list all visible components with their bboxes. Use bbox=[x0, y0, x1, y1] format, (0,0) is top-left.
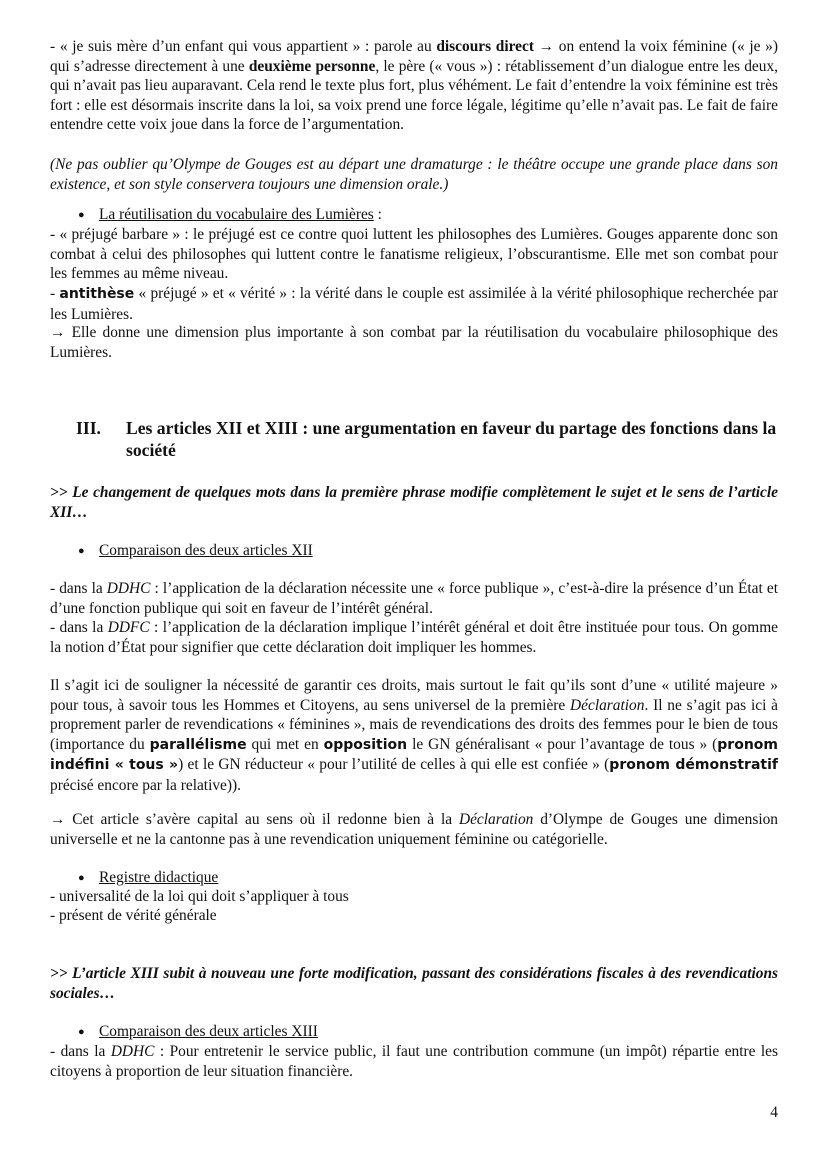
paragraph-note-italic: (Ne pas oublier qu’Olympe de Gouges est au départ une dramaturge : le théâtre occupe une grande place dans son existence, et son style conservera toujours une dimension orale.) bbox=[50, 156, 778, 193]
paragraph-conclusion-lumieres: → Elle donne une dimension plus importante à son combat par la réutilisation du vocabulaire philosophique des Lumières. bbox=[50, 324, 778, 361]
bullet-dot-icon: ● bbox=[78, 209, 85, 221]
bullet-lumieres: ● La réutilisation du vocabulaire des Lumières : bbox=[78, 205, 382, 226]
term-antithese: antithèse bbox=[59, 286, 135, 302]
page-number: 4 bbox=[770, 1104, 778, 1121]
intro-article-xiii: >> L’article XIII subit à nouveau une forte modification, passant des considérations fiscales à des revendications sociales… bbox=[50, 965, 778, 1002]
paragraph-antithese: - antithèse « préjugé » et « vérité » : la vérité dans le couple est assimilée à la vérité philosophique recherchée par les Lumières. bbox=[50, 285, 778, 323]
paragraph-direct-speech: - « je suis mère d’un enfant qui vous appartient » : parole au discours direct → on entend la voix féminine (« je ») qui s’adresse directement à une deuxième personne, le père (« vous ») : rétablissement d’un dialogue entre les deux, qui n’avait pas lieu auparavant. Cela rend le texte plus fort, plus véhément. Le fait d’entendre la voix féminine est très fort : elle est désormais inscrite dans la loi, sa voix prend une force légale, légitime qu’elle n’avait pas. Le fait de faire entendre cette voix joue dans la force de l’argumentation. bbox=[50, 38, 778, 134]
bullet-dot-icon: ● bbox=[78, 872, 85, 884]
paragraph-capital: → Cet article s’avère capital au sens où il redonne bien à la Déclaration d’Olympe de Gouges une dimension universelle et ne la cantonne pas à une revendication uniquement féminine ou catégorielle. bbox=[50, 811, 778, 848]
intro-article-xii: >> Le changement de quelques mots dans la première phrase modifie complètement le sujet et le sens de l’article XII… bbox=[50, 484, 778, 521]
section-number: III. bbox=[76, 418, 101, 438]
list-item-present-verite: - présent de vérité générale bbox=[50, 907, 217, 924]
term-deuxieme-personne: deuxième personne bbox=[248, 57, 376, 75]
section-heading-iii bbox=[76, 418, 778, 461]
bullet-comparaison-xii: ● Comparaison des deux articles XII bbox=[78, 541, 313, 562]
section-title: Les articles XII et XIII : une argumentation en faveur du partage des fonctions dans la société bbox=[126, 418, 777, 460]
paragraph-ddhc-xiii: - dans la DDHC : Pour entretenir le service public, il faut une contribution commune (un impôt) répartie entre les citoyens à proportion de leur situation financière. bbox=[50, 1043, 778, 1080]
paragraph-prejuge: - « préjugé barbare » : le préjugé est ce contre quoi luttent les philosophes des Lumières. Gouges apparente donc son combat à celui des philosophes qui luttent contre le fanatisme religieux, l’obscurantisme. Elle met son combat pour les femmes au même niveau. bbox=[50, 226, 778, 283]
paragraph-utilite-majeure: Il s’agit ici de souligner la nécessité de garantir ces droits, mais surtout le fait qu’ils sont d’une « utilité majeure » pour tous, à savoir tous les Hommes et Citoyens, au sens universel de la première Déclaration. Il ne s’agit pas ici à proprement parler de revendications « féminines », mais de revendications des droits des femmes pour le bien de tous (importance du parallélisme qui met en opposition le GN généralisant « pour l’avantage de tous » (pronom indéfini « tous ») et le GN réducteur « pour l’utilité de celles à qui elle est confiée » (pronom démonstratif précisé encore par la relative)). bbox=[50, 677, 778, 794]
list-item-universalite: - universalité de la loi qui doit s’appliquer à tous bbox=[50, 888, 349, 905]
bullet-comparaison-xiii: ● Comparaison des deux articles XIII bbox=[78, 1022, 318, 1043]
paragraph-ddhc-xii: - dans la DDHC : l’application de la déclaration nécessite une « force publique », c’est-à-dire la présence d’un État et d’une fonction publique qui soit en faveur de l’intérêt général. bbox=[50, 580, 778, 617]
bullet-registre-didactique: ● Registre didactique bbox=[78, 868, 218, 889]
paragraph-ddfc-xii: - dans la DDFC : l’application de la déclaration implique l’intérêt général et doit être instituée pour tous. On gomme la notion d’État pour signifier que cette déclaration doit impliquer les hommes. bbox=[50, 619, 778, 656]
term-discours-direct: discours direct bbox=[436, 38, 534, 55]
bullet-dot-icon: ● bbox=[78, 545, 85, 557]
bullet-dot-icon: ● bbox=[78, 1026, 85, 1038]
